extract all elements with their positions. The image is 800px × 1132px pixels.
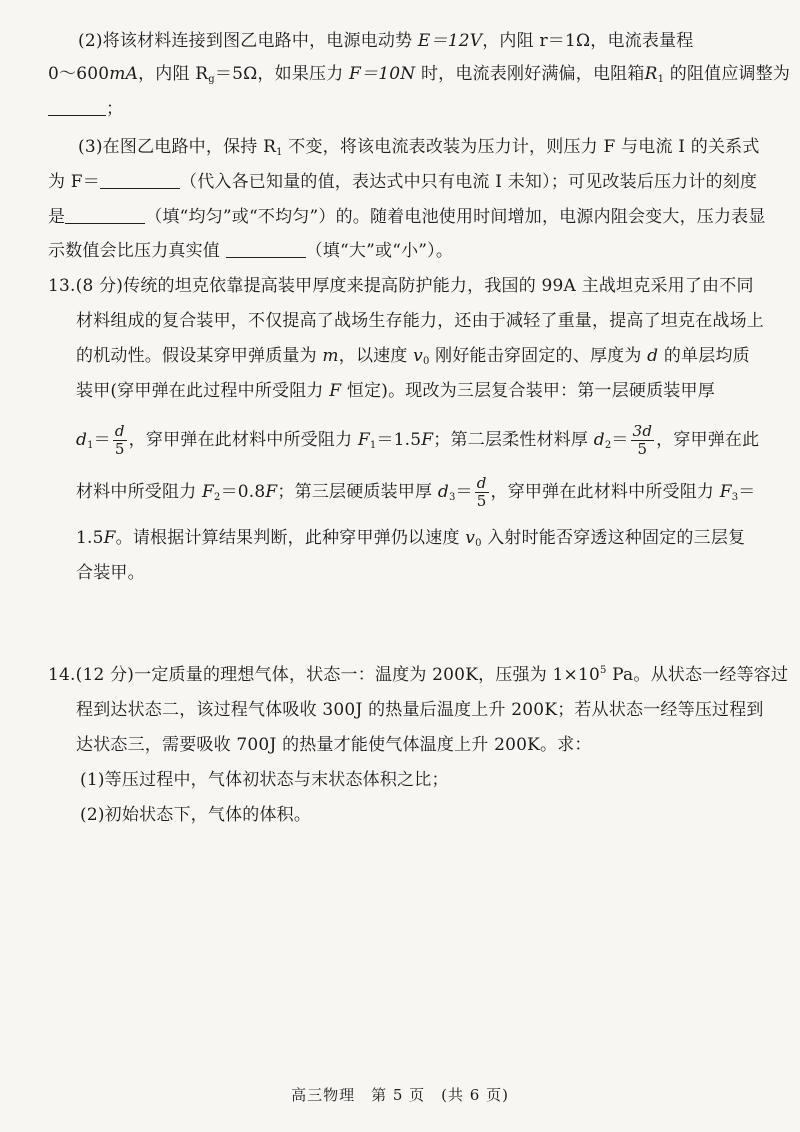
q12-part2-line2: 0～600mA，内阻 $R_g=5\Omega$，如果压力 F＝10N 时，电流表刚好满偏，电阻箱$R_1$ 的阻值应调整为: [48, 64, 791, 85]
q12-part3-line4: 示数值会比压力真实值 （填“大”或“小”）。: [48, 241, 454, 261]
q13-line6: 材料中所受阻力 $F_2=0.8F$；第三层硬质装甲厚 $d_3=$ $\frac{d}{5}$ ，穿甲弹在此材料中所受阻力 $F_3=$: [76, 474, 756, 510]
q13-line1: 13.(8 分)传统的坦克依靠提高装甲厚度来提高防护能力，我国的 99A 主战坦克采用了由不同: [48, 276, 754, 296]
q14-subquestion-1: (1)等压过程中，气体初状态与末状态体积之比；: [80, 770, 449, 790]
q13-line8: 合装甲。: [76, 563, 145, 583]
q14-subquestion-2: (2)初始状态下，气体的体积。: [80, 805, 312, 825]
answer-blank-resistance[interactable]: [48, 101, 106, 116]
q13-line5: $d_1=$ $\frac{d}{5}$ ，穿甲弹在此材料中所受阻力 $F_1=1.5F$；第二层柔性材料厚 $d_2=$ $\frac{3d}{5}$ ，穿甲弹在此: [76, 422, 760, 458]
answer-blank-bigger-smaller[interactable]: [226, 243, 306, 258]
answer-blank-uniform[interactable]: [65, 209, 145, 224]
answer-blank-force-expression[interactable]: [100, 174, 180, 189]
q13-line2: 材料组成的复合装甲，不仅提高了战场生存能力，还由于减轻了重量，提高了坦克在战场上: [76, 311, 764, 331]
page-footer: 高三物理 第 5 页 (共 6 页): [291, 1086, 509, 1104]
fraction-3d-over-5: $\frac{3d}{5}$: [632, 422, 653, 458]
fraction-d-over-5-b: $\frac{d}{5}$: [476, 474, 487, 510]
question-number: 14.: [48, 665, 76, 685]
q12-part2-line1: (2)将该材料连接到图乙电路中，电源电动势 E＝12V，内阻 r＝1Ω，电流表量程: [78, 31, 694, 51]
q14-line3: 达状态三，需要吸收 700J 的热量才能使气体温度上升 200K。求：: [76, 735, 592, 755]
q12-part2-line3: ；: [48, 98, 123, 120]
q12-part3-line1: (3)在图乙电路中，保持 $R_1$ 不变，将该电流表改装为压力计，则压力 F 与电流 I 的关系式: [78, 137, 760, 158]
q12-part3-line3: 是 （填“均匀”或“不均匀”）的。随着电池使用时间增加，电源内阻会变大，压力表显: [48, 207, 766, 227]
q13-line3: 的机动性。假设某穿甲弹质量为 m，以速度 $v_0$ 刚好能击穿固定的、厚度为 d 的单层均质: [76, 346, 750, 367]
fraction-d-over-5: $\frac{d}{5}$: [114, 422, 125, 458]
question-number: 13.: [48, 276, 76, 296]
q13-line4: 装甲(穿甲弹在此过程中所受阻力 F 恒定)。现改为三层复合装甲：第一层硬质装甲厚: [76, 381, 715, 401]
q14-line1: 14.(12 分)一定质量的理想气体，状态一：温度为 200K，压强为 $1\times 10^5$ Pa。从状态一经等容过: [48, 665, 789, 685]
q14-line2: 程到达状态二，该过程气体吸收 300J 的热量后温度上升 200K；若从状态一经等压过程到: [76, 700, 764, 720]
q12-part3-line2: 为 F＝ （代入各已知量的值，表达式中只有电流 I 未知）；可见改装后压力计的刻度: [48, 172, 758, 192]
q13-line7: 1.5F。请根据计算结果判断，此种穿甲弹仍以速度 $v_0$ 入射时能否穿透这种固定的三层复: [76, 528, 746, 549]
